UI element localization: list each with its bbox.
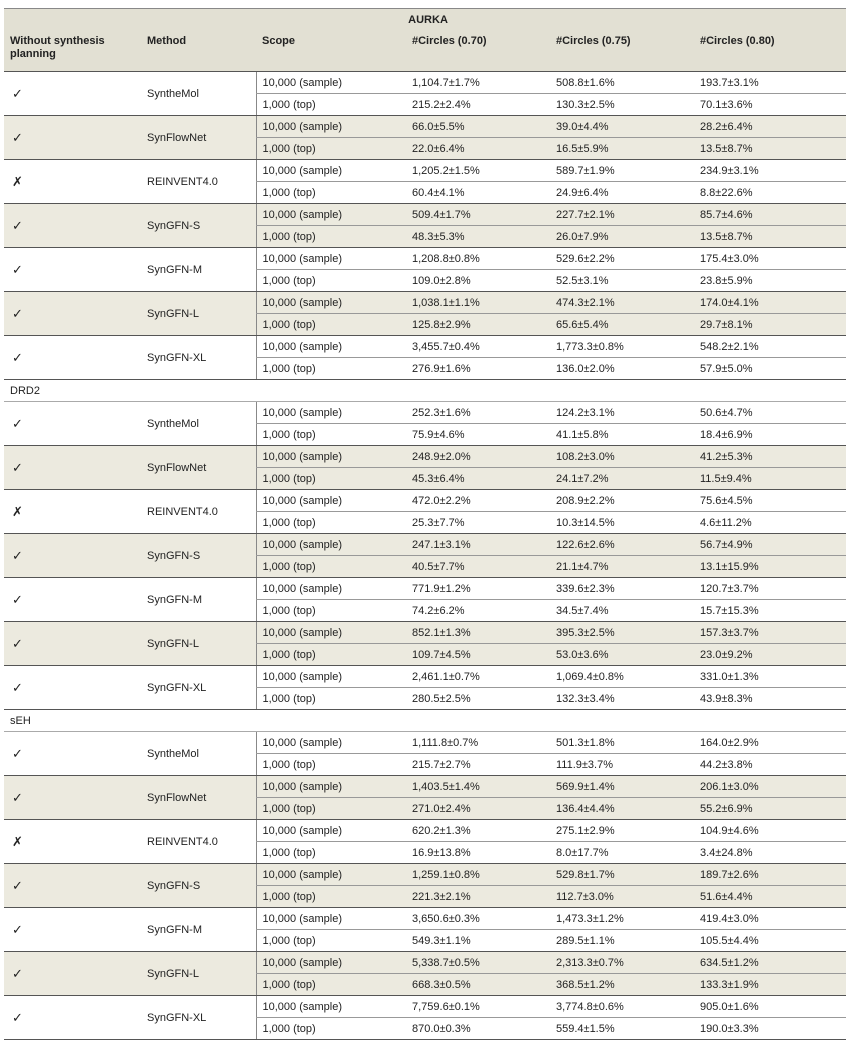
circles-075-cell: 108.2±3.0%	[550, 446, 694, 468]
scope-cell: 10,000 (sample)	[256, 490, 406, 512]
circles-080-cell: 206.1±3.0%	[694, 776, 846, 798]
synthesis-check: ✓	[4, 72, 141, 116]
method-name: SynGFN-L	[141, 952, 256, 996]
synthesis-check: ✓	[4, 864, 141, 908]
circles-075-cell: 39.0±4.4%	[550, 116, 694, 138]
method-name: SynGFN-S	[141, 534, 256, 578]
circles-080-cell: 8.8±22.6%	[694, 182, 846, 204]
circles-080-cell: 11.5±9.4%	[694, 468, 846, 490]
circles-070-cell: 1,403.5±1.4%	[406, 776, 550, 798]
circles-070-cell: 7,759.6±0.1%	[406, 996, 550, 1018]
circles-075-cell: 34.5±7.4%	[550, 600, 694, 622]
table-row	[4, 952, 846, 974]
circles-080-cell: 331.0±1.3%	[694, 666, 846, 688]
table-title: AURKA	[4, 9, 846, 31]
table-row	[4, 578, 846, 600]
scope-cell: 10,000 (sample)	[256, 908, 406, 930]
synthesis-check: ✓	[4, 732, 141, 776]
circles-075-cell: 124.2±3.1%	[550, 402, 694, 424]
circles-075-cell: 21.1±4.7%	[550, 556, 694, 578]
circles-075-cell: 132.3±3.4%	[550, 688, 694, 710]
synthesis-check: ✓	[4, 116, 141, 160]
table-row	[4, 292, 846, 314]
scope-cell: 1,000 (top)	[256, 182, 406, 204]
synthesis-check: ✓	[4, 952, 141, 996]
circles-070-cell: 1,038.1±1.1%	[406, 292, 550, 314]
synthesis-check: ✗	[4, 820, 141, 864]
scope-cell: 1,000 (top)	[256, 930, 406, 952]
method-name: SynGFN-XL	[141, 336, 256, 380]
section-label: sEH	[4, 710, 846, 732]
circles-080-cell: 13.5±8.7%	[694, 226, 846, 248]
scope-cell: 1,000 (top)	[256, 644, 406, 666]
section-row	[4, 710, 846, 732]
circles-075-cell: 275.1±2.9%	[550, 820, 694, 842]
circles-080-cell: 56.7±4.9%	[694, 534, 846, 556]
circles-070-cell: 48.3±5.3%	[406, 226, 550, 248]
circles-070-cell: 60.4±4.1%	[406, 182, 550, 204]
circles-075-cell: 8.0±17.7%	[550, 842, 694, 864]
circles-080-cell: 51.6±4.4%	[694, 886, 846, 908]
synthesis-check: ✗	[4, 160, 141, 204]
circles-080-cell: 13.1±15.9%	[694, 556, 846, 578]
header-scope: Scope	[256, 30, 406, 72]
scope-cell: 10,000 (sample)	[256, 666, 406, 688]
scope-cell: 1,000 (top)	[256, 270, 406, 292]
circles-070-cell: 852.1±1.3%	[406, 622, 550, 644]
method-name: SynGFN-M	[141, 578, 256, 622]
header-row	[4, 30, 846, 72]
scope-cell: 10,000 (sample)	[256, 336, 406, 358]
table-row	[4, 908, 846, 930]
circles-070-cell: 1,259.1±0.8%	[406, 864, 550, 886]
header-circles-075: #Circles (0.75)	[550, 30, 694, 72]
header-method: Method	[141, 30, 256, 72]
circles-080-cell: 55.2±6.9%	[694, 798, 846, 820]
circles-080-cell: 175.4±3.0%	[694, 248, 846, 270]
circles-080-cell: 234.9±3.1%	[694, 160, 846, 182]
table-row	[4, 622, 846, 644]
circles-070-cell: 221.3±2.1%	[406, 886, 550, 908]
circles-070-cell: 276.9±1.6%	[406, 358, 550, 380]
circles-075-cell: 474.3±2.1%	[550, 292, 694, 314]
scope-cell: 1,000 (top)	[256, 512, 406, 534]
circles-080-cell: 43.9±8.3%	[694, 688, 846, 710]
method-name: SynFlowNet	[141, 116, 256, 160]
circles-075-cell: 508.8±1.6%	[550, 72, 694, 94]
circles-080-cell: 4.6±11.2%	[694, 512, 846, 534]
circles-075-cell: 559.4±1.5%	[550, 1018, 694, 1040]
scope-cell: 10,000 (sample)	[256, 160, 406, 182]
method-name: SynGFN-S	[141, 864, 256, 908]
synthesis-check: ✓	[4, 336, 141, 380]
synthesis-check: ✓	[4, 776, 141, 820]
circles-075-cell: 136.0±2.0%	[550, 358, 694, 380]
circles-080-cell: 133.3±1.9%	[694, 974, 846, 996]
circles-070-cell: 3,650.6±0.3%	[406, 908, 550, 930]
scope-cell: 1,000 (top)	[256, 226, 406, 248]
synthesis-check: ✓	[4, 908, 141, 952]
table-row	[4, 402, 846, 424]
header-circles-070: #Circles (0.70)	[406, 30, 550, 72]
circles-075-cell: 26.0±7.9%	[550, 226, 694, 248]
circles-080-cell: 28.2±6.4%	[694, 116, 846, 138]
circles-080-cell: 23.8±5.9%	[694, 270, 846, 292]
circles-070-cell: 215.2±2.4%	[406, 94, 550, 116]
circles-070-cell: 125.8±2.9%	[406, 314, 550, 336]
table-row	[4, 776, 846, 798]
table-row	[4, 204, 846, 226]
circles-080-cell: 44.2±3.8%	[694, 754, 846, 776]
circles-075-cell: 53.0±3.6%	[550, 644, 694, 666]
circles-070-cell: 109.0±2.8%	[406, 270, 550, 292]
circles-070-cell: 215.7±2.7%	[406, 754, 550, 776]
method-name: SyntheMol	[141, 402, 256, 446]
table-row	[4, 534, 846, 556]
circles-070-cell: 16.9±13.8%	[406, 842, 550, 864]
synthesis-check: ✓	[4, 292, 141, 336]
circles-080-cell: 23.0±9.2%	[694, 644, 846, 666]
table-body	[4, 72, 846, 1040]
circles-070-cell: 1,104.7±1.7%	[406, 72, 550, 94]
table-row	[4, 336, 846, 358]
circles-075-cell: 24.1±7.2%	[550, 468, 694, 490]
circles-075-cell: 10.3±14.5%	[550, 512, 694, 534]
method-name: SynFlowNet	[141, 776, 256, 820]
method-name: REINVENT4.0	[141, 820, 256, 864]
scope-cell: 10,000 (sample)	[256, 820, 406, 842]
results-table	[4, 8, 846, 1040]
synthesis-check: ✓	[4, 534, 141, 578]
circles-075-cell: 501.3±1.8%	[550, 732, 694, 754]
method-name: SynGFN-L	[141, 622, 256, 666]
scope-cell: 1,000 (top)	[256, 424, 406, 446]
circles-080-cell: 70.1±3.6%	[694, 94, 846, 116]
circles-080-cell: 104.9±4.6%	[694, 820, 846, 842]
circles-070-cell: 40.5±7.7%	[406, 556, 550, 578]
table-row	[4, 160, 846, 182]
section-label: DRD2	[4, 380, 846, 402]
circles-075-cell: 122.6±2.6%	[550, 534, 694, 556]
scope-cell: 1,000 (top)	[256, 94, 406, 116]
circles-070-cell: 549.3±1.1%	[406, 930, 550, 952]
circles-075-cell: 16.5±5.9%	[550, 138, 694, 160]
scope-cell: 1,000 (top)	[256, 358, 406, 380]
circles-070-cell: 620.2±1.3%	[406, 820, 550, 842]
circles-075-cell: 529.8±1.7%	[550, 864, 694, 886]
circles-080-cell: 3.4±24.8%	[694, 842, 846, 864]
circles-070-cell: 247.1±3.1%	[406, 534, 550, 556]
circles-075-cell: 3,774.8±0.6%	[550, 996, 694, 1018]
method-name: SyntheMol	[141, 72, 256, 116]
circles-070-cell: 248.9±2.0%	[406, 446, 550, 468]
synthesis-check: ✓	[4, 402, 141, 446]
method-name: SynGFN-XL	[141, 666, 256, 710]
scope-cell: 1,000 (top)	[256, 886, 406, 908]
circles-070-cell: 25.3±7.7%	[406, 512, 550, 534]
circles-075-cell: 569.9±1.4%	[550, 776, 694, 798]
circles-080-cell: 164.0±2.9%	[694, 732, 846, 754]
circles-080-cell: 634.5±1.2%	[694, 952, 846, 974]
circles-075-cell: 589.7±1.9%	[550, 160, 694, 182]
circles-075-cell: 2,313.3±0.7%	[550, 952, 694, 974]
scope-cell: 1,000 (top)	[256, 138, 406, 160]
method-name: REINVENT4.0	[141, 490, 256, 534]
circles-080-cell: 75.6±4.5%	[694, 490, 846, 512]
table-title-row	[4, 9, 846, 31]
scope-cell: 10,000 (sample)	[256, 864, 406, 886]
circles-070-cell: 2,461.1±0.7%	[406, 666, 550, 688]
synthesis-check: ✓	[4, 578, 141, 622]
circles-080-cell: 193.7±3.1%	[694, 72, 846, 94]
scope-cell: 1,000 (top)	[256, 468, 406, 490]
circles-080-cell: 13.5±8.7%	[694, 138, 846, 160]
table-row	[4, 666, 846, 688]
circles-075-cell: 208.9±2.2%	[550, 490, 694, 512]
scope-cell: 10,000 (sample)	[256, 248, 406, 270]
circles-080-cell: 174.0±4.1%	[694, 292, 846, 314]
table-row	[4, 446, 846, 468]
method-name: REINVENT4.0	[141, 160, 256, 204]
scope-cell: 10,000 (sample)	[256, 732, 406, 754]
method-name: SynGFN-M	[141, 908, 256, 952]
synthesis-check: ✓	[4, 622, 141, 666]
table-row	[4, 116, 846, 138]
method-name: SynGFN-XL	[141, 996, 256, 1040]
circles-080-cell: 41.2±5.3%	[694, 446, 846, 468]
circles-070-cell: 22.0±6.4%	[406, 138, 550, 160]
table-row	[4, 248, 846, 270]
circles-080-cell: 57.9±5.0%	[694, 358, 846, 380]
table-row	[4, 864, 846, 886]
scope-cell: 1,000 (top)	[256, 974, 406, 996]
circles-070-cell: 252.3±1.6%	[406, 402, 550, 424]
circles-075-cell: 24.9±6.4%	[550, 182, 694, 204]
circles-070-cell: 75.9±4.6%	[406, 424, 550, 446]
circles-080-cell: 29.7±8.1%	[694, 314, 846, 336]
circles-075-cell: 368.5±1.2%	[550, 974, 694, 996]
table-row	[4, 732, 846, 754]
circles-070-cell: 509.4±1.7%	[406, 204, 550, 226]
circles-075-cell: 65.6±5.4%	[550, 314, 694, 336]
scope-cell: 10,000 (sample)	[256, 292, 406, 314]
scope-cell: 10,000 (sample)	[256, 578, 406, 600]
synthesis-check: ✓	[4, 666, 141, 710]
synthesis-check: ✓	[4, 996, 141, 1040]
circles-080-cell: 50.6±4.7%	[694, 402, 846, 424]
circles-080-cell: 157.3±3.7%	[694, 622, 846, 644]
scope-cell: 10,000 (sample)	[256, 996, 406, 1018]
scope-cell: 1,000 (top)	[256, 314, 406, 336]
scope-cell: 10,000 (sample)	[256, 116, 406, 138]
circles-080-cell: 419.4±3.0%	[694, 908, 846, 930]
circles-070-cell: 66.0±5.5%	[406, 116, 550, 138]
synthesis-check: ✗	[4, 490, 141, 534]
circles-070-cell: 870.0±0.3%	[406, 1018, 550, 1040]
header-circles-080: #Circles (0.80)	[694, 30, 846, 72]
circles-075-cell: 289.5±1.1%	[550, 930, 694, 952]
scope-cell: 1,000 (top)	[256, 754, 406, 776]
circles-080-cell: 85.7±4.6%	[694, 204, 846, 226]
scope-cell: 1,000 (top)	[256, 556, 406, 578]
method-name: SynGFN-S	[141, 204, 256, 248]
scope-cell: 10,000 (sample)	[256, 72, 406, 94]
circles-075-cell: 136.4±4.4%	[550, 798, 694, 820]
circles-075-cell: 395.3±2.5%	[550, 622, 694, 644]
circles-070-cell: 1,111.8±0.7%	[406, 732, 550, 754]
circles-070-cell: 109.7±4.5%	[406, 644, 550, 666]
table-row	[4, 72, 846, 94]
circles-070-cell: 5,338.7±0.5%	[406, 952, 550, 974]
circles-080-cell: 190.0±3.3%	[694, 1018, 846, 1040]
method-name: SynGFN-M	[141, 248, 256, 292]
circles-075-cell: 529.6±2.2%	[550, 248, 694, 270]
scope-cell: 10,000 (sample)	[256, 534, 406, 556]
table-row	[4, 490, 846, 512]
circles-075-cell: 130.3±2.5%	[550, 94, 694, 116]
circles-070-cell: 771.9±1.2%	[406, 578, 550, 600]
circles-075-cell: 339.6±2.3%	[550, 578, 694, 600]
circles-070-cell: 1,208.8±0.8%	[406, 248, 550, 270]
method-name: SyntheMol	[141, 732, 256, 776]
scope-cell: 10,000 (sample)	[256, 402, 406, 424]
scope-cell: 10,000 (sample)	[256, 446, 406, 468]
circles-075-cell: 227.7±2.1%	[550, 204, 694, 226]
section-row	[4, 380, 846, 402]
circles-075-cell: 112.7±3.0%	[550, 886, 694, 908]
scope-cell: 1,000 (top)	[256, 688, 406, 710]
scope-cell: 10,000 (sample)	[256, 952, 406, 974]
scope-cell: 10,000 (sample)	[256, 622, 406, 644]
synthesis-check: ✓	[4, 248, 141, 292]
circles-080-cell: 189.7±2.6%	[694, 864, 846, 886]
circles-080-cell: 105.5±4.4%	[694, 930, 846, 952]
circles-075-cell: 41.1±5.8%	[550, 424, 694, 446]
circles-075-cell: 52.5±3.1%	[550, 270, 694, 292]
scope-cell: 1,000 (top)	[256, 600, 406, 622]
scope-cell: 10,000 (sample)	[256, 776, 406, 798]
scope-cell: 1,000 (top)	[256, 1018, 406, 1040]
circles-070-cell: 1,205.2±1.5%	[406, 160, 550, 182]
circles-070-cell: 280.5±2.5%	[406, 688, 550, 710]
table-row	[4, 820, 846, 842]
synthesis-check: ✓	[4, 446, 141, 490]
circles-075-cell: 1,773.3±0.8%	[550, 336, 694, 358]
circles-070-cell: 3,455.7±0.4%	[406, 336, 550, 358]
method-name: SynGFN-L	[141, 292, 256, 336]
scope-cell: 1,000 (top)	[256, 842, 406, 864]
circles-070-cell: 74.2±6.2%	[406, 600, 550, 622]
circles-070-cell: 271.0±2.4%	[406, 798, 550, 820]
circles-070-cell: 45.3±6.4%	[406, 468, 550, 490]
circles-070-cell: 472.0±2.2%	[406, 490, 550, 512]
header-synthesis-planning: Without synthesis planning	[4, 30, 141, 72]
table-row	[4, 996, 846, 1018]
synthesis-check: ✓	[4, 204, 141, 248]
circles-080-cell: 548.2±2.1%	[694, 336, 846, 358]
scope-cell: 1,000 (top)	[256, 798, 406, 820]
circles-075-cell: 1,473.3±1.2%	[550, 908, 694, 930]
circles-070-cell: 668.3±0.5%	[406, 974, 550, 996]
circles-075-cell: 111.9±3.7%	[550, 754, 694, 776]
circles-080-cell: 18.4±6.9%	[694, 424, 846, 446]
scope-cell: 10,000 (sample)	[256, 204, 406, 226]
circles-080-cell: 15.7±15.3%	[694, 600, 846, 622]
circles-080-cell: 905.0±1.6%	[694, 996, 846, 1018]
method-name: SynFlowNet	[141, 446, 256, 490]
circles-075-cell: 1,069.4±0.8%	[550, 666, 694, 688]
circles-080-cell: 120.7±3.7%	[694, 578, 846, 600]
